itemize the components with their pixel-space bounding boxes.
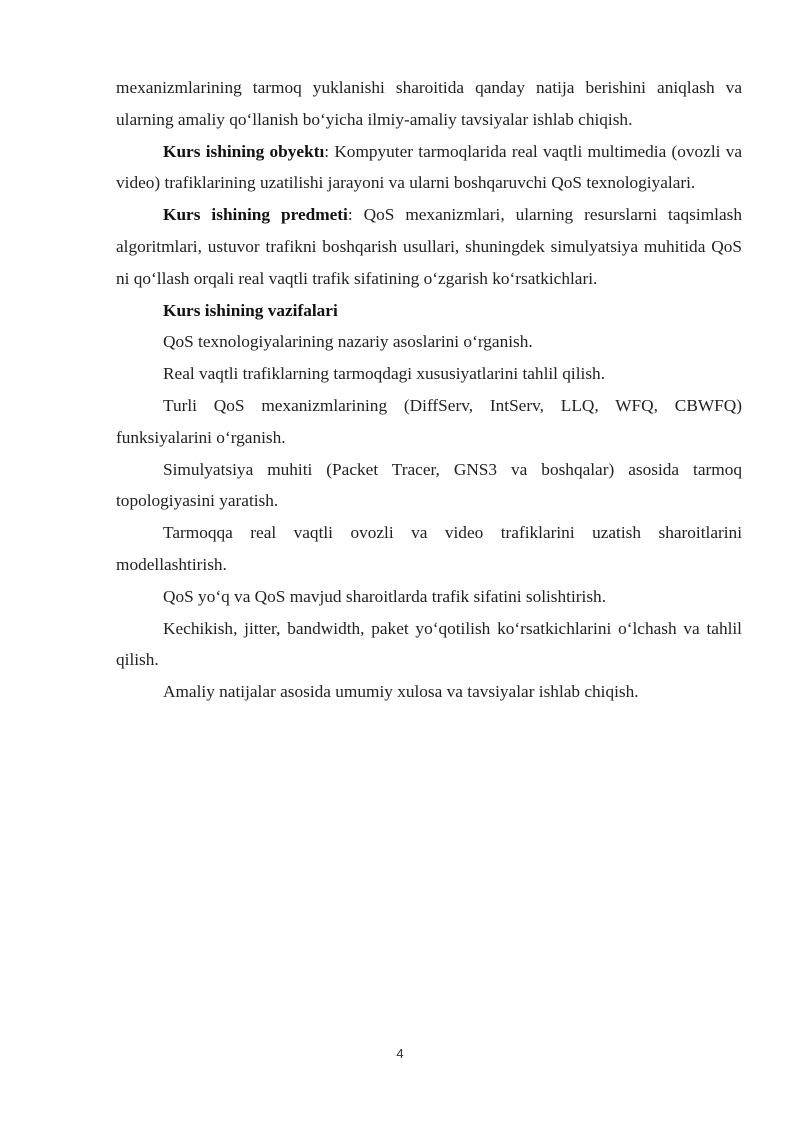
document-page bbox=[116, 72, 742, 708]
task-item: Turli QoS mexanizmlarining (DiffServ, IntServ, LLQ, WFQ, CBWFQ) funksiyalarini o‘rganish. bbox=[116, 395, 742, 447]
task-item: Kechikish, jitter, bandwidth, paket yo‘qotilish ko‘rsatkichlarini o‘lchash va tahlil qilish. bbox=[116, 618, 742, 670]
page-number: 4 bbox=[396, 1046, 404, 1061]
subject-text: : QoS mexanizmlari, ularning resurslarni taqsimlash algoritmlari, ustuvor trafikni boshqarish usullari, shuningdek simulyatsiya muhitida QoS ni qo‘llash orqali real vaqtli trafik sifatining o‘zgarish ko‘rsatkichlari. bbox=[116, 205, 742, 288]
tasks-heading-text: Kurs ishining vazifalari bbox=[163, 300, 338, 320]
task-item: Tarmoqqa real vaqtli ovozli va video trafiklarini uzatish sharoitlarini modellashtirish. bbox=[116, 523, 742, 574]
paragraph-object bbox=[116, 136, 742, 200]
object-label: Kurs ishining obyektı bbox=[163, 141, 325, 161]
task-item: Amaliy natijalar asosida umumiy xulosa va tavsiyalar ishlab chiqish. bbox=[163, 682, 639, 702]
tasks-heading bbox=[116, 295, 742, 327]
task-item: QoS texnologiyalarining nazariy asoslarini o‘rganish. bbox=[163, 332, 533, 352]
subject-label: Kurs ishining predmeti bbox=[163, 205, 348, 225]
task-item: Simulyatsiya muhiti (Packet Tracer, GNS3 va boshqalar) asosida tarmoq topologiyasini yaratish. bbox=[116, 459, 742, 511]
paragraph-subject bbox=[116, 199, 742, 294]
paragraph-continuation: mexanizmlarining tarmoq yuklanishi sharoitida qanday natija berishini aniqlash va ularning amaliy qo‘llanish bo‘yicha ilmiy-amaliy tavsiyalar ishlab chiqish. bbox=[116, 78, 742, 129]
task-item: Real vaqtli trafiklarning tarmoqdagi xususiyatlarini tahlil qilish. bbox=[163, 364, 606, 384]
object-text: : Kompyuter tarmoqlarida real vaqtli multimedia (ovozli va video) trafiklarining uzatilishi jarayoni va ularni boshqaruvchi QoS texnologiyalari. bbox=[116, 141, 743, 193]
task-item: QoS yo‘q va QoS mavjud sharoitlarda trafik sifatini solishtirish. bbox=[163, 586, 607, 606]
